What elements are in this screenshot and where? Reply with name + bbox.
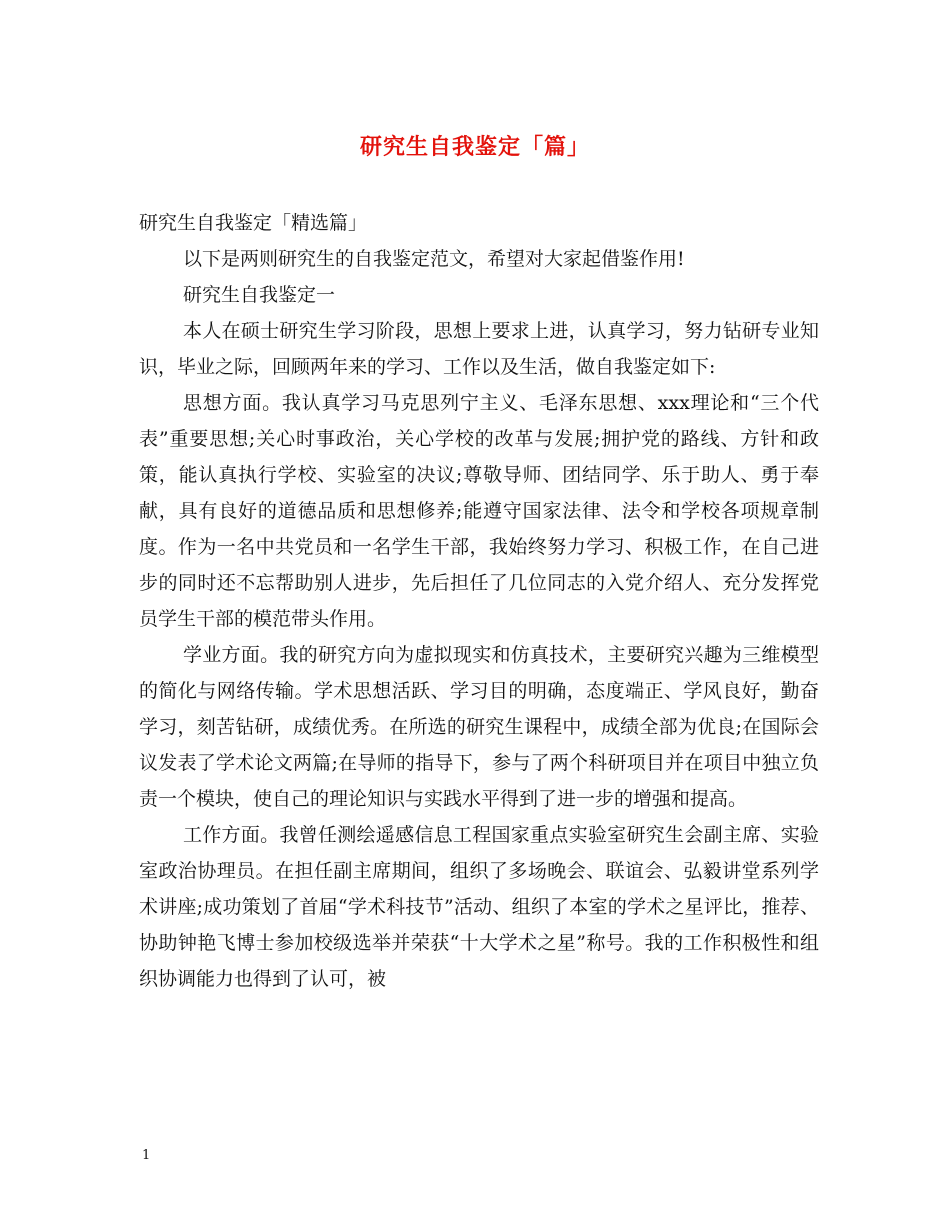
document-title: 研究生自我鉴定「篇」 (359, 134, 590, 160)
paragraph-work: 工作方面。我曾任测绘遥感信息工程国家重点实验室研究生会副主席、实验室政治协理员。在担任副主席期间，组织了多场晚会、联谊会、弘毅讲堂系列学术讲座;成功策划了首届“学术科技节”活动、组织了本室的学术之星评比，推荐、协助钟艳飞博士参加校级选举并荣获“十大学术之星”称号。我的工作积极性和组织协调能力也得到了认可，被 (139, 824, 819, 990)
document-body (139, 205, 819, 997)
paragraph-academics: 学业方面。我的研究方向为虚拟现实和仿真技术，主要研究兴趣为三维模型的简化与网络传输。学术思想活跃、学习目的明确，态度端正、学风良好，勤奋学习，刻苦钻研，成绩优秀。在所选的研究生课程中，成绩全部为优良;在国际会议发表了学术论文两篇;在导师的指导下，参与了两个科研项目并在项目中独立负责一个模块，使自己的理论知识与实践水平得到了进一步的增强和提高。 (139, 644, 819, 810)
paragraph-ideology: 思想方面。我认真学习马克思列宁主义、毛泽东思想、xxx理论和“三个代表”重要思想;关心时事政治，关心学校的改革与发展;拥护党的路线、方针和政策，能认真执行学校、实验室的决议;尊敬导师、团结同学、乐于助人、勇于奉献，具有良好的道德品质和思想修养;能遵守国家法律、法令和学校各项规章制度。作为一名中共党员和一名学生干部，我始终努力学习、积极工作，在自己进步的同时还不忘帮助别人进步，先后担任了几位同志的入党介绍人、充分发挥党员学生干部的模范带头作用。 (139, 392, 819, 630)
document-subtitle: 研究生自我鉴定「精选篇」 (139, 212, 368, 234)
paragraph-intro: 以下是两则研究生的自我鉴定范文，希望对大家起借鉴作用! (183, 248, 685, 270)
page-number: 1 (142, 1148, 151, 1163)
section-heading: 研究生自我鉴定一 (183, 284, 336, 306)
paragraph-opening: 本人在硕士研究生学习阶段，思想上要求上进，认真学习，努力钻研专业知识，毕业之际，回顾两年来的学习、工作以及生活，做自我鉴定如下: (139, 320, 819, 378)
